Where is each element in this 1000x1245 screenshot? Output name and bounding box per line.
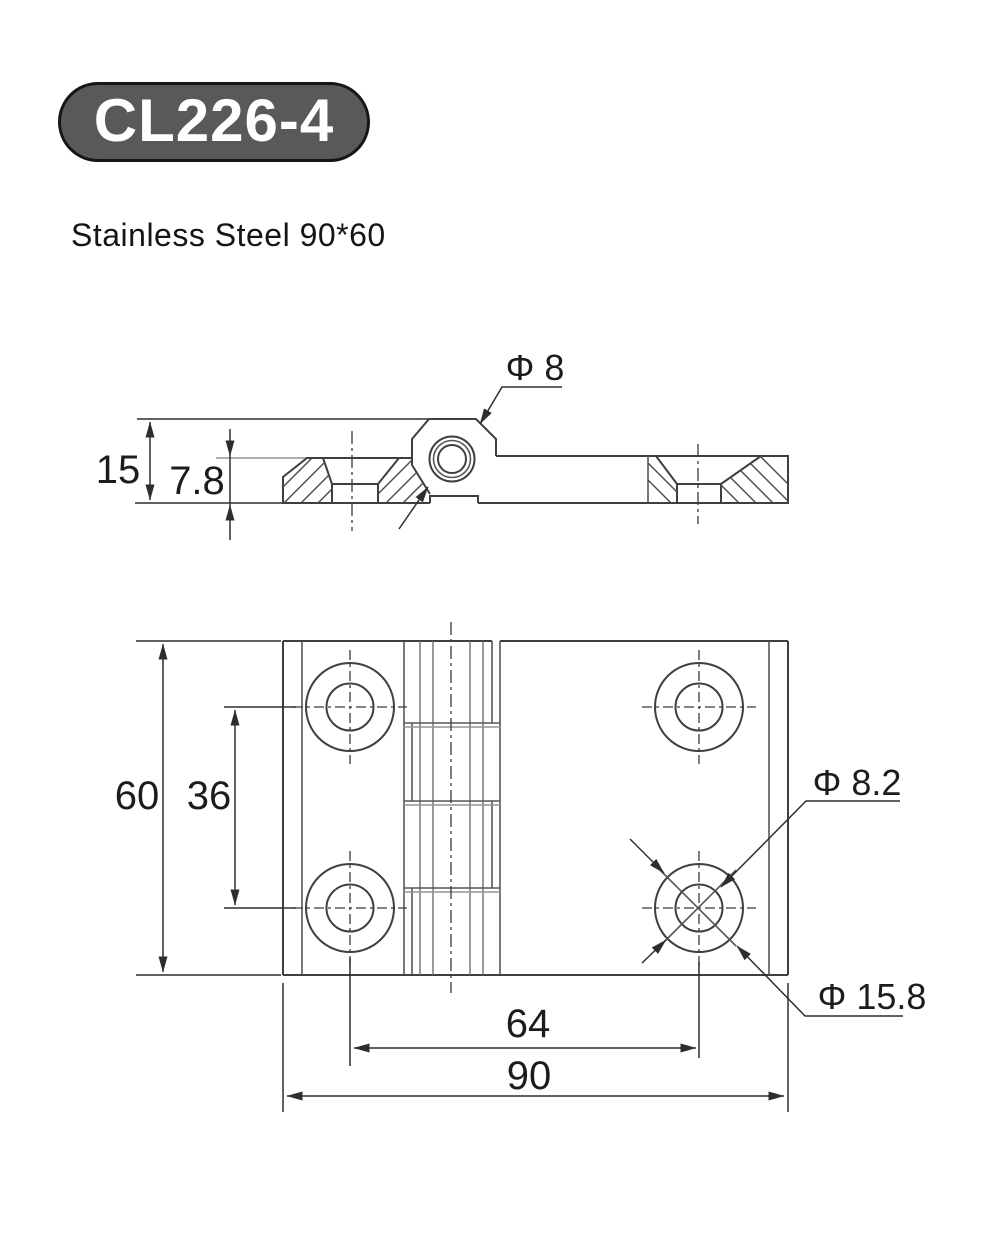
dim-hole-pitch-horizontal-label: 64 <box>505 1002 551 1046</box>
material-spec-text: Stainless Steel 90*60 <box>71 217 386 253</box>
hatching-left-leaf <box>233 445 461 520</box>
plate-outline <box>283 641 788 975</box>
callout-pin-diameter-label: Φ 8 <box>505 347 565 388</box>
callout-screw-hole <box>721 762 901 887</box>
countersink-pointer-sw <box>642 940 666 963</box>
hole-bottom-left <box>293 851 407 965</box>
knuckle-band <box>404 622 500 993</box>
dim-plate-length-label: 60 <box>114 774 160 818</box>
pin-ring-mid <box>434 441 471 478</box>
hatching-right-leaf <box>611 443 822 518</box>
dim-leaf-thickness-label: 7.8 <box>169 459 225 503</box>
callout-pin-diameter <box>399 347 564 529</box>
dim-total-height <box>96 422 150 500</box>
callout-countersink <box>737 946 926 1017</box>
side-profile-view <box>96 347 822 540</box>
hole-top-right <box>642 650 756 764</box>
callout-screw-hole-label: Φ 8.2 <box>812 762 902 803</box>
countersink-pointer-nw <box>630 839 664 873</box>
dim-hole-pitch-vertical-label: 36 <box>186 774 232 818</box>
dim-leaf-thickness <box>169 429 230 540</box>
right-leaf-section <box>478 444 788 524</box>
pin-ring-outer <box>430 437 475 482</box>
hole-top-left <box>293 650 407 764</box>
dim-total-height-label: 15 <box>95 448 141 492</box>
knuckle-barrel <box>412 419 496 503</box>
top-plan-view <box>115 622 927 1112</box>
dim-plate-width-label: 90 <box>506 1054 552 1098</box>
callout-countersink-label: Φ 15.8 <box>817 976 927 1017</box>
model-badge-label: CL226-4 <box>93 86 335 154</box>
pin-hole <box>438 445 466 473</box>
dim-hole-pitch-vertical <box>187 707 296 908</box>
